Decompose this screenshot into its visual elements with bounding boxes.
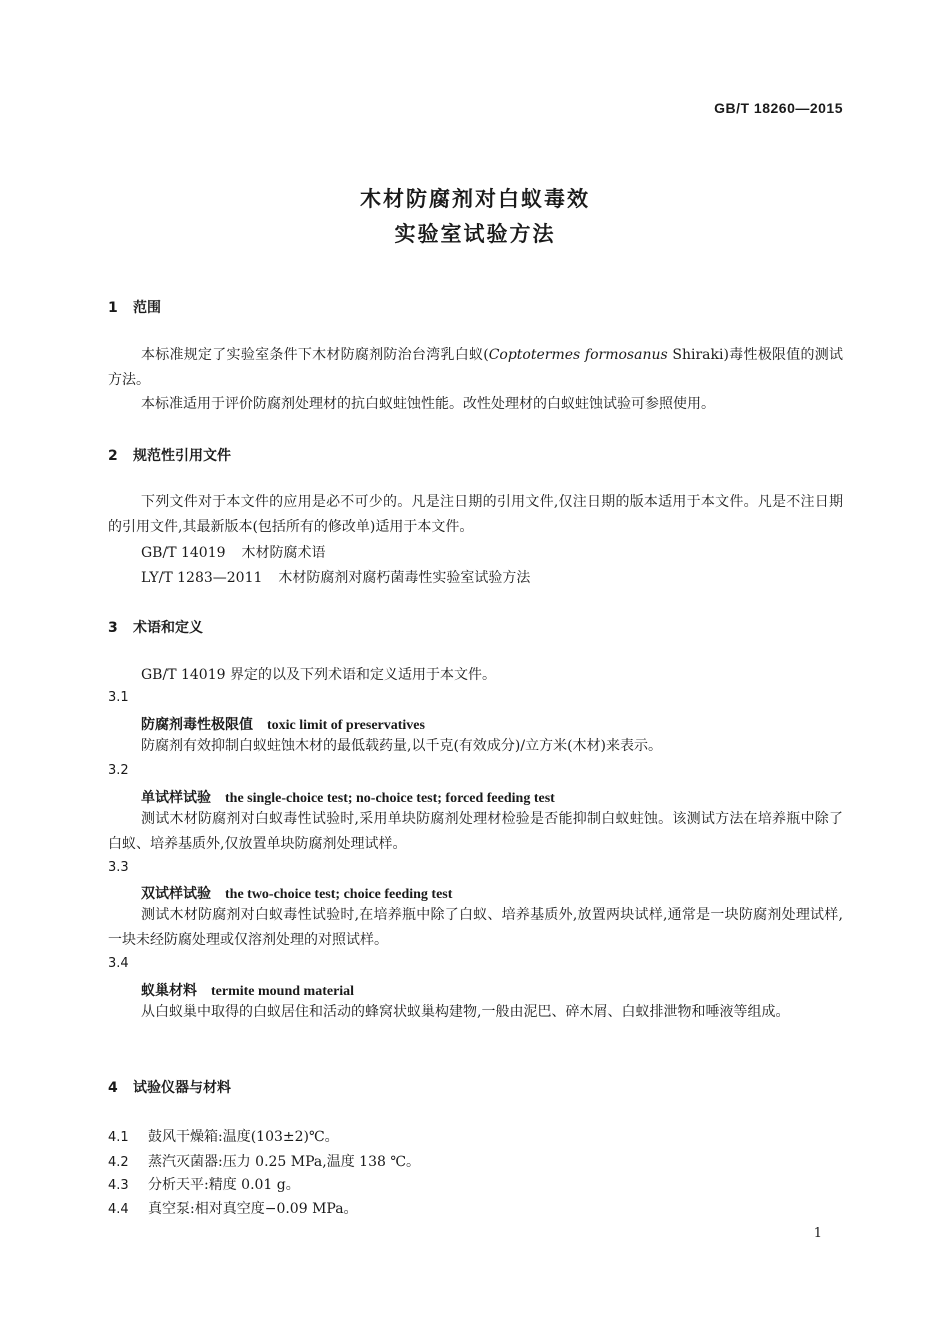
section-number: 3 — [108, 620, 118, 636]
item-number: 4.3 — [108, 1178, 129, 1193]
term-chinese: 双试样试验 — [141, 886, 211, 902]
term-number: 3.3 — [108, 860, 129, 875]
term-definition: 从白蚁巢中取得的白蚁居住和活动的蜂窝状蚁巢构建物,一般由泥巴、碎木屑、白蚁排泄物和唾液等组成。 — [141, 1004, 790, 1020]
references-intro-paragraph: 下列文件对于本文件的应用是必不可少的。凡是注日期的引用文件,仅注日期的版本适用于本文件。凡是不注日期的引用文件,其最新版本(包括所有的修改单)适用于本文件。 — [108, 494, 843, 535]
term-chinese: 蚁巢材料 — [141, 983, 197, 999]
reference-code: GB/T 14019 — [141, 545, 226, 561]
item-text: 真空泵:相对真空度−0.09 MPa。 — [148, 1201, 358, 1217]
section-number: 2 — [108, 448, 118, 464]
term-chinese: 单试样试验 — [141, 790, 211, 806]
section-number: 4 — [108, 1080, 118, 1096]
section-title: 范围 — [133, 300, 161, 316]
scope-paragraph-1 — [108, 343, 843, 392]
term-heading — [141, 980, 354, 1000]
section-1-heading — [108, 297, 161, 317]
page-number: 1 — [813, 1226, 822, 1241]
list-item — [108, 1151, 420, 1171]
scope-text-a: 本标准规定了实验室条件下木材防腐剂防治台湾乳白蚁( — [141, 347, 489, 363]
document-title-line2: 实验室试验方法 — [394, 222, 556, 246]
term-heading — [141, 714, 425, 734]
term-number: 3.1 — [108, 690, 129, 705]
standard-code: GB/T 18260—2015 — [714, 100, 843, 116]
reference-code: LY/T 1283—2011 — [141, 570, 263, 586]
scope-text-b: Shiraki)毒性极限值的测试方法。 — [108, 347, 844, 388]
term-english: the single-choice test; no-choice test; forced feeding test — [225, 791, 555, 806]
terms-intro-paragraph: GB/T 14019 界定的以及下列术语和定义适用于本文件。 — [141, 667, 496, 683]
term-heading — [141, 883, 452, 903]
reference-item — [141, 567, 530, 587]
item-text: 鼓风干燥箱:温度(103±2)℃。 — [148, 1129, 339, 1145]
term-chinese: 防腐剂毒性极限值 — [141, 717, 253, 733]
section-number: 1 — [108, 300, 118, 316]
item-text: 蒸汽灭菌器:压力 0.25 MPa,温度 138 ℃。 — [148, 1154, 420, 1170]
item-number: 4.4 — [108, 1202, 129, 1217]
term-definition: 防腐剂有效抑制白蚁蛀蚀木材的最低载药量,以千克(有效成分)/立方米(木材)来表示。 — [141, 738, 663, 754]
item-text: 分析天平:精度 0.01 g。 — [148, 1177, 300, 1193]
reference-title: 木材防腐剂对腐朽菌毒性实验室试验方法 — [278, 570, 531, 586]
term-heading — [141, 787, 555, 807]
section-4-heading — [108, 1077, 231, 1097]
section-2-heading — [108, 445, 231, 465]
section-title: 规范性引用文件 — [133, 448, 231, 464]
term-english: the two-choice test; choice feeding test — [225, 887, 453, 902]
list-item — [108, 1174, 300, 1194]
term-definition: 测试木材防腐剂对白蚁毒性试验时,采用单块防腐剂处理材检验是否能抑制白蚁蛀蚀。该测试方法在培养瓶中除了白蚁、培养基质外,仅放置单块防腐剂处理试样。 — [108, 811, 843, 852]
reference-title: 木材防腐术语 — [241, 545, 326, 561]
list-item — [108, 1126, 339, 1146]
item-number: 4.1 — [108, 1130, 129, 1145]
term-english: termite mound material — [211, 984, 355, 999]
item-number: 4.2 — [108, 1155, 129, 1170]
section-3-heading — [108, 617, 203, 637]
scope-paragraph-2: 本标准适用于评价防腐剂处理材的抗白蚁蛀蚀性能。改性处理材的白蚁蛀蚀试验可参照使用。 — [141, 396, 715, 412]
list-item — [108, 1198, 358, 1218]
section-title: 术语和定义 — [133, 620, 203, 636]
document-title-line1: 木材防腐剂对白蚁毒效 — [360, 187, 590, 211]
term-number: 3.4 — [108, 956, 129, 971]
term-definition: 测试木材防腐剂对白蚁毒性试验时,在培养瓶中除了白蚁、培养基质外,放置两块试样,通常是一块防腐剂处理试样,一块未经防腐处理或仅溶剂处理的对照试样。 — [108, 907, 843, 948]
section-title: 试验仪器与材料 — [133, 1080, 231, 1096]
species-latin-name: Coptotermes formosanus — [488, 347, 668, 363]
reference-item — [141, 542, 326, 562]
term-number: 3.2 — [108, 763, 129, 778]
term-english: toxic limit of preservatives — [267, 718, 425, 733]
